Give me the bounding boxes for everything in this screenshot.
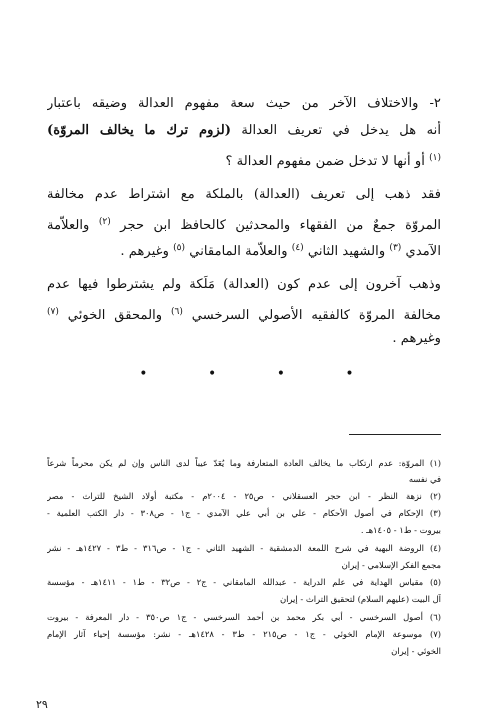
footnote-ref[interactable]: (٥)	[173, 243, 186, 253]
body-text: المروّة جمعٌ من الفقهاء والمحدثين كالحافظ ابن حجر	[120, 218, 441, 233]
footnote-ref[interactable]: (٧)	[47, 307, 59, 317]
footnote-line: الخوئي - إيران	[391, 646, 441, 656]
footnote-divider	[349, 434, 441, 435]
footnote-ref[interactable]: (٢)	[98, 217, 111, 227]
footnote-ref[interactable]: (١)	[429, 153, 441, 163]
body-line	[47, 148, 441, 172]
body-text: والمحقق الخوئي	[67, 308, 163, 323]
body-text: أنه هل يدخل في تعريف العدالة	[241, 123, 441, 138]
body-text: والشهيد الثاني	[307, 244, 386, 259]
footnote-line: بيروت - ط١ - ١٤٠٥هـ .	[360, 525, 441, 535]
body-text: أو أنها لا تدخل ضمن مفهوم العدالة ؟	[225, 154, 425, 169]
body-text: مخالفة المروّة كالفقيه الأصولي السرخسي	[191, 308, 441, 323]
body-line	[47, 238, 441, 262]
body-text: فقد ذهب إلى تعريف (العدالة) بالملكة مع اشتراط عدم مخالفة	[47, 187, 441, 202]
body-text: والعلاّمة	[47, 218, 90, 233]
body-line	[47, 302, 441, 326]
body-text: ٢- والاختلاف الآخر من حيث سعة مفهوم العدالة وضيقه باعتبار	[47, 96, 441, 111]
footnote-line: في نفسه	[408, 474, 441, 484]
body-text: الآمدي	[405, 244, 441, 259]
body-text: وذهب آخرون إلى عدم كون (العدالة) مَلَكة ولم يشترطوا فيها عدم	[47, 277, 441, 292]
footnote-ref[interactable]: (٦)	[171, 307, 183, 317]
footnote-line: (٧) موسوعة الإمام الخوئي - ج١ - ص٢١٥ - ط٣ - ١٤٢٨هـ - نشر: مؤسسة إحياء آثار الإمام	[47, 629, 441, 639]
body-line	[47, 185, 441, 205]
section-separator: • • • •	[139, 366, 382, 382]
footnote-line: (٥) مقياس الهداية في علم الدراية - عبدالله المامقاني - ج٢ - ص٣٢ - ط١ - ١٤١١هـ - مؤسسة	[47, 577, 441, 587]
footnote-line: (١) المروّة: عدم ارتكاب ما يخالف العادة المتعارفة وما يُعَدّ عيباً لدى الناس وإن لم يكن محرماً شرعاً	[47, 458, 441, 468]
page-number: ٢٩	[36, 698, 48, 711]
footnote-ref[interactable]: (٣)	[389, 243, 402, 253]
footnote-line: (٢) نزهة النظر - ابن حجر العسقلاني - ص٢٥ - ٢٠٠٤م - مكتبة أولاد الشيخ للتراث - مصر	[47, 491, 441, 501]
footnote-line: آل البيت (عليهم السلام) لتحقيق التراث - إيران	[279, 594, 441, 604]
body-text: وغيرهم .	[392, 331, 441, 346]
body-line	[47, 94, 441, 114]
body-text: وغيرهم .	[120, 244, 169, 259]
footnote-ref[interactable]: (٤)	[291, 243, 304, 253]
footnote-line: (٦) أصول السرخسي - أبي بكر محمد بن أحمد السرخسي - ج١ ص٣٥٠ - دار المعرفة - بيروت	[47, 612, 441, 622]
body-line	[47, 121, 441, 141]
footnote-line: مجمع الفكر الإسلامي - إيران	[341, 560, 441, 570]
footnote-line: (٤) الروضة البهية في شرح اللمعة الدمشقية - الشهيد الثاني - ج١ - ص٣١٦ - ط٣ - ١٤٢٧هـ - نشر	[47, 543, 441, 553]
body-text-bold: (لزوم ترك ما يخالف المروّة)	[47, 123, 232, 138]
body-line	[47, 329, 441, 349]
body-line	[47, 212, 441, 236]
footnote-line: (٣) الإحكام في أصول الأحكام - علي بن أبي علي الآمدي - ج١ - ص٣٠٨ - دار الكتب العلمية -	[47, 508, 441, 518]
body-line	[47, 275, 441, 295]
body-text: والعلاّمة المامقاني	[189, 244, 288, 259]
